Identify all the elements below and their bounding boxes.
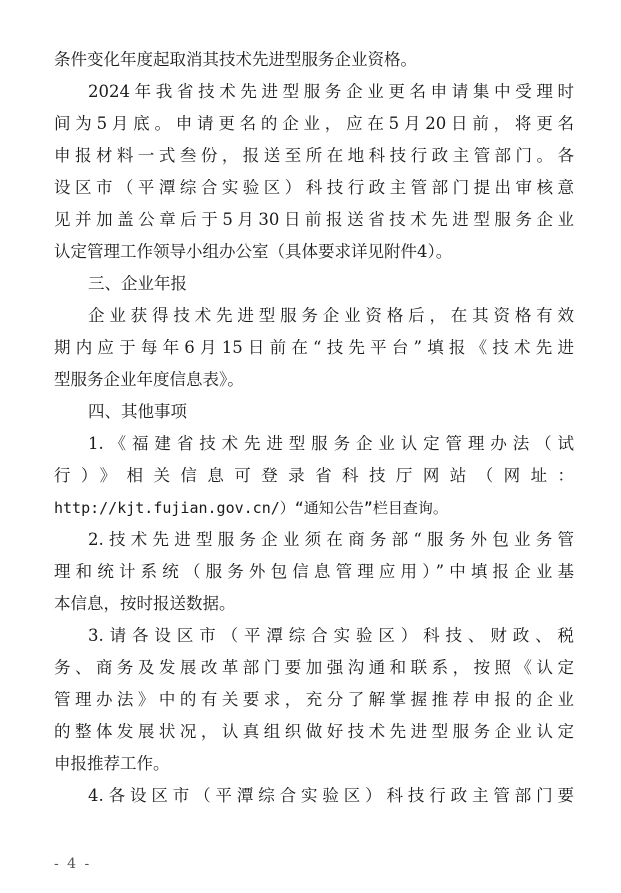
section-heading-annual-report: 三、企业年报 [88,274,187,293]
paragraph-line: 申报推荐工作。 [54,754,170,773]
paragraph-line: 管理办法》中的有关要求，充分了解掌握推荐申报的企业 [54,690,574,709]
url-line: http://kjt.fujian.gov.cn/）“通知公告”栏目查询。 [54,499,448,517]
paragraph-line: 设区市（平潭综合实验区）科技行政主管部门提出审核意 [54,178,574,197]
section-heading-other-matters: 四、其他事项 [88,402,187,421]
paragraph-line: 见并加盖公章后于5月30日前报送省技术先进型服务企业 [54,210,574,229]
paragraph-line: 企业获得技术先进型服务企业资格后，在其资格有效 [88,306,574,325]
paragraph-line: 1.《福建省技术先进型服务企业认定管理办法（试 [88,434,574,453]
paragraph-line: 2024年我省技术先进型服务企业更名申请集中受理时 [88,82,574,101]
paragraph-line: 期内应于每年6月15日前在“技先平台”填报《技术先进 [54,338,574,357]
paragraph-line: 理和统计系统（服务外包信息管理应用）”中填报企业基 [54,562,574,581]
body-text [54,44,574,812]
paragraph-line: 的整体发展状况，认真组织做好技术先进型服务企业认定 [54,722,574,741]
paragraph-line: 3.请各设区市（平潭综合实验区）科技、财政、税 [88,626,574,645]
page-number: - 4 - [54,856,92,872]
paragraph-line: 申报材料一式叁份，报送至所在地科技行政主管部门。各 [54,146,574,165]
paragraph-line: 行）》相关信息可登录省科技厅网站（网址： [54,466,574,485]
paragraph-line: 型服务企业年度信息表》。 [54,370,244,389]
paragraph-line: 间为5月底。申请更名的企业，应在5月20日前，将更名 [54,114,574,133]
paragraph-line: 2.技术先进型服务企业须在商务部“服务外包业务管 [88,530,574,549]
paragraph-line: 务、商务及发展改革部门要加强沟通和联系，按照《认定 [54,658,574,677]
paragraph-line: 4.各设区市（平潭综合实验区）科技行政主管部门要 [88,786,574,805]
paragraph-line: 本信息，按时报送数据。 [54,594,236,613]
paragraph-line: 认定管理工作领导小组办公室（具体要求详见附件4）。 [54,242,453,261]
paragraph-line: 条件变化年度起取消其技术先进型服务企业资格。 [54,50,417,69]
